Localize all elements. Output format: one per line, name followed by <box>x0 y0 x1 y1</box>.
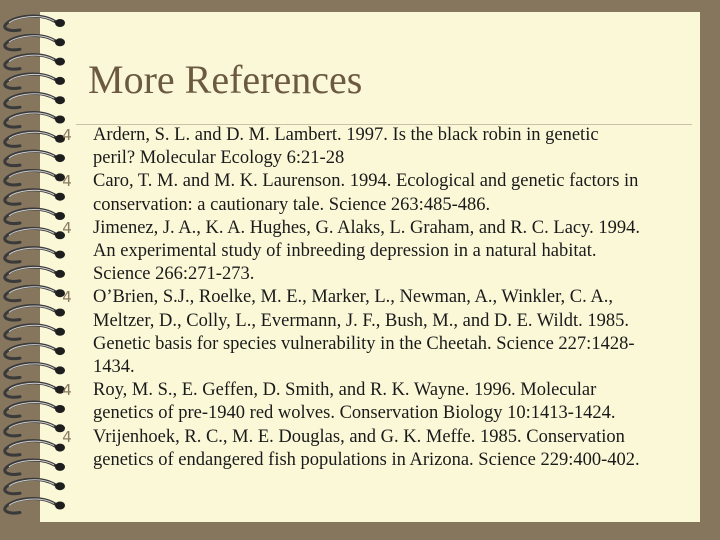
binding-ring <box>5 441 65 455</box>
binding-ring <box>5 402 65 416</box>
binding-ring <box>5 55 65 69</box>
reference-item <box>60 124 696 170</box>
bullet-icon: 4 <box>62 288 72 307</box>
binding-ring <box>5 267 65 281</box>
reference-line: Genetic basis for species vulnerability in the Cheetah. Science 227:1428- <box>93 333 635 354</box>
binding-ring <box>5 151 65 165</box>
reference-line: genetics of pre-1940 red wolves. Conservation Biology 10:1413-1424. <box>93 403 616 424</box>
binding-ring <box>5 363 65 377</box>
binding-ring <box>5 93 65 107</box>
reference-item <box>60 426 696 472</box>
binding-ring <box>5 35 65 49</box>
binding-ring <box>5 170 65 184</box>
reference-item <box>60 217 696 287</box>
bullet-icon: 4 <box>62 381 72 400</box>
reference-line: conservation: a cautionary tale. Science 263:485-486. <box>93 194 491 215</box>
binding-ring <box>5 286 65 300</box>
reference-line: O’Brien, S.J., Roelke, M. E., Marker, L., Newman, A., Winkler, C. A., <box>93 287 613 308</box>
binding-ring <box>5 460 65 474</box>
bullet-icon: 4 <box>62 218 72 237</box>
binding-ring <box>5 132 65 146</box>
slide-title: More References <box>88 57 363 102</box>
binding-ring <box>5 74 65 88</box>
binding-ring <box>5 190 65 204</box>
binding-ring <box>5 209 65 223</box>
reference-line: peril? Molecular Ecology 6:21-28 <box>93 148 345 169</box>
binding-ring <box>5 421 65 435</box>
reference-line: Meltzer, D., Colly, L., Evermann, J. F., Bush, M., and D. E. Wildt. 1985. <box>93 310 630 331</box>
reference-line: Science 266:271-273. <box>93 264 255 285</box>
reference-line: 1434. <box>93 357 135 378</box>
reference-line: Caro, T. M. and M. K. Laurenson. 1994. Ecological and genetic factors in <box>93 171 639 192</box>
bullet-icon: 4 <box>62 126 72 144</box>
binding-ring <box>5 383 65 397</box>
binding-ring <box>5 248 65 262</box>
reference-item <box>60 170 696 216</box>
binding-ring <box>5 499 65 513</box>
bullet-icon: 4 <box>62 427 72 446</box>
binding-ring <box>5 16 65 30</box>
reference-item <box>60 286 696 379</box>
reference-line: An experimental study of inbreeding depression in a natural habitat. <box>93 241 597 262</box>
binding-ring <box>5 325 65 339</box>
reference-line: Roy, M. S., E. Geffen, D. Smith, and R. K. Wayne. 1996. Molecular <box>93 380 597 401</box>
reference-list <box>60 124 696 472</box>
binding-ring <box>5 228 65 242</box>
reference-line: Ardern, S. L. and D. M. Lambert. 1997. Is the black robin in genetic <box>93 125 599 145</box>
reference-item <box>60 379 696 425</box>
binding-ring <box>5 306 65 320</box>
binding-ring <box>5 344 65 358</box>
bullet-icon: 4 <box>62 172 72 191</box>
binding-ring <box>5 479 65 493</box>
reference-line: Vrijenhoek, R. C., M. E. Douglas, and G. K. Meffe. 1985. Conservation <box>93 426 625 447</box>
binding-ring <box>5 113 65 127</box>
reference-line: Jimenez, J. A., K. A. Hughes, G. Alaks, L. Graham, and R. C. Lacy. 1994. <box>93 217 641 238</box>
reference-line: genetics of endangered fish populations in Arizona. Science 229:400-402. <box>93 449 640 470</box>
